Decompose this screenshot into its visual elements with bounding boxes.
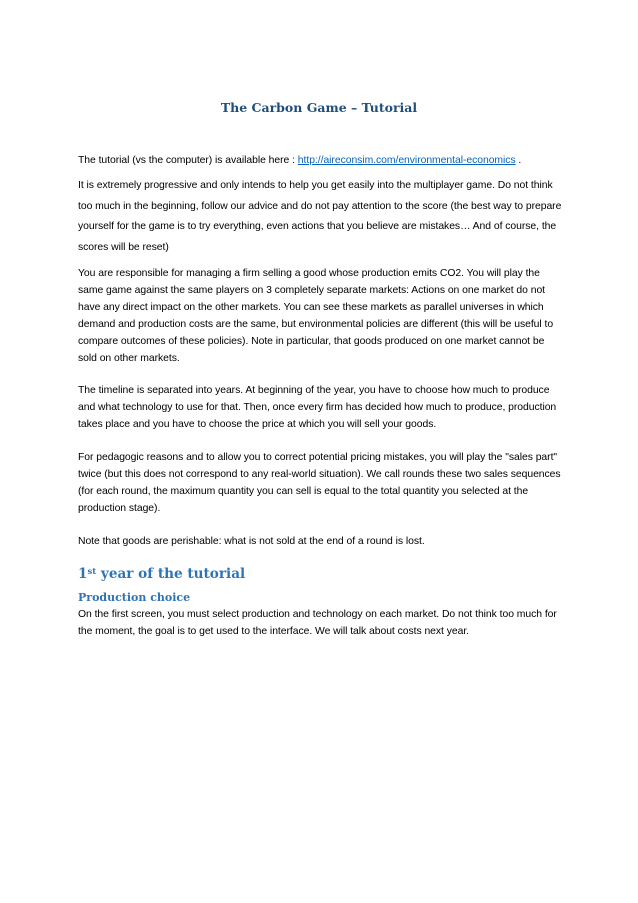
paragraph-perishable: Note that goods are perishable: what is not sold at the end of a round is lost. [78, 535, 425, 547]
section-heading-sup: st [87, 566, 97, 577]
paragraph-progressive: It is extremely progressive and only intends to help you get easily into the multiplayer game. Do not think too much in the beginning, follow our advice and do not pay attention to the score (the best way to prepare yourself for the game is to try everything, even actions that you believe are mistakes… And of course, the scores will be reset) [78, 180, 562, 253]
paragraph-production-choice: On the first screen, you must select production and technology on each market. Do not think too much for the moment, the goal is to get used to the interface. We will talk about costs next year. [78, 608, 557, 637]
paragraph-timeline: The timeline is separated into years. At beginning of the year, you have to choose how much to produce and what technology to use for that. Then, once every firm has decided how much to produce, production takes place and you have to choose the price at which you will sell your goods. [78, 385, 557, 431]
document-body [78, 152, 566, 649]
tutorial-link[interactable]: http://aireconsim.com/environmental-economics [297, 155, 516, 166]
subsection-heading: Production choice [78, 590, 191, 604]
intro-text: The tutorial (vs the computer) is available here : [78, 155, 298, 166]
section-heading-text: year of the tutorial [96, 565, 246, 582]
intro-text-end: . [515, 155, 522, 166]
document-title: The Carbon Game – Tutorial [220, 100, 418, 115]
section-heading [78, 563, 566, 583]
paragraph-firm: You are responsible for managing a firm selling a good whose production emits CO2. You will play the same game against the same players on 3 completely separate markets: Actions on one market do not have any direct impact on the other markets. You can see these markets as parallel universes in which demand and production costs are the same, but environmental policies are different (this will be useful to compare outcomes of these policies). Note in particular, that goods produced on one market cannot be sold on other markets. [78, 268, 554, 364]
paragraph-pedagogic: For pedagogic reasons and to allow you to correct potential pricing mistakes, you will play the "sales part" twice (but this does not correspond to any real-world situation). We call rounds these two sales sequences (for each round, the maximum quantity you can sell is equal to the total quantity you selected at the production stage). [78, 452, 561, 514]
intro-paragraph [78, 152, 566, 169]
section-heading-number: 1 [78, 565, 88, 582]
